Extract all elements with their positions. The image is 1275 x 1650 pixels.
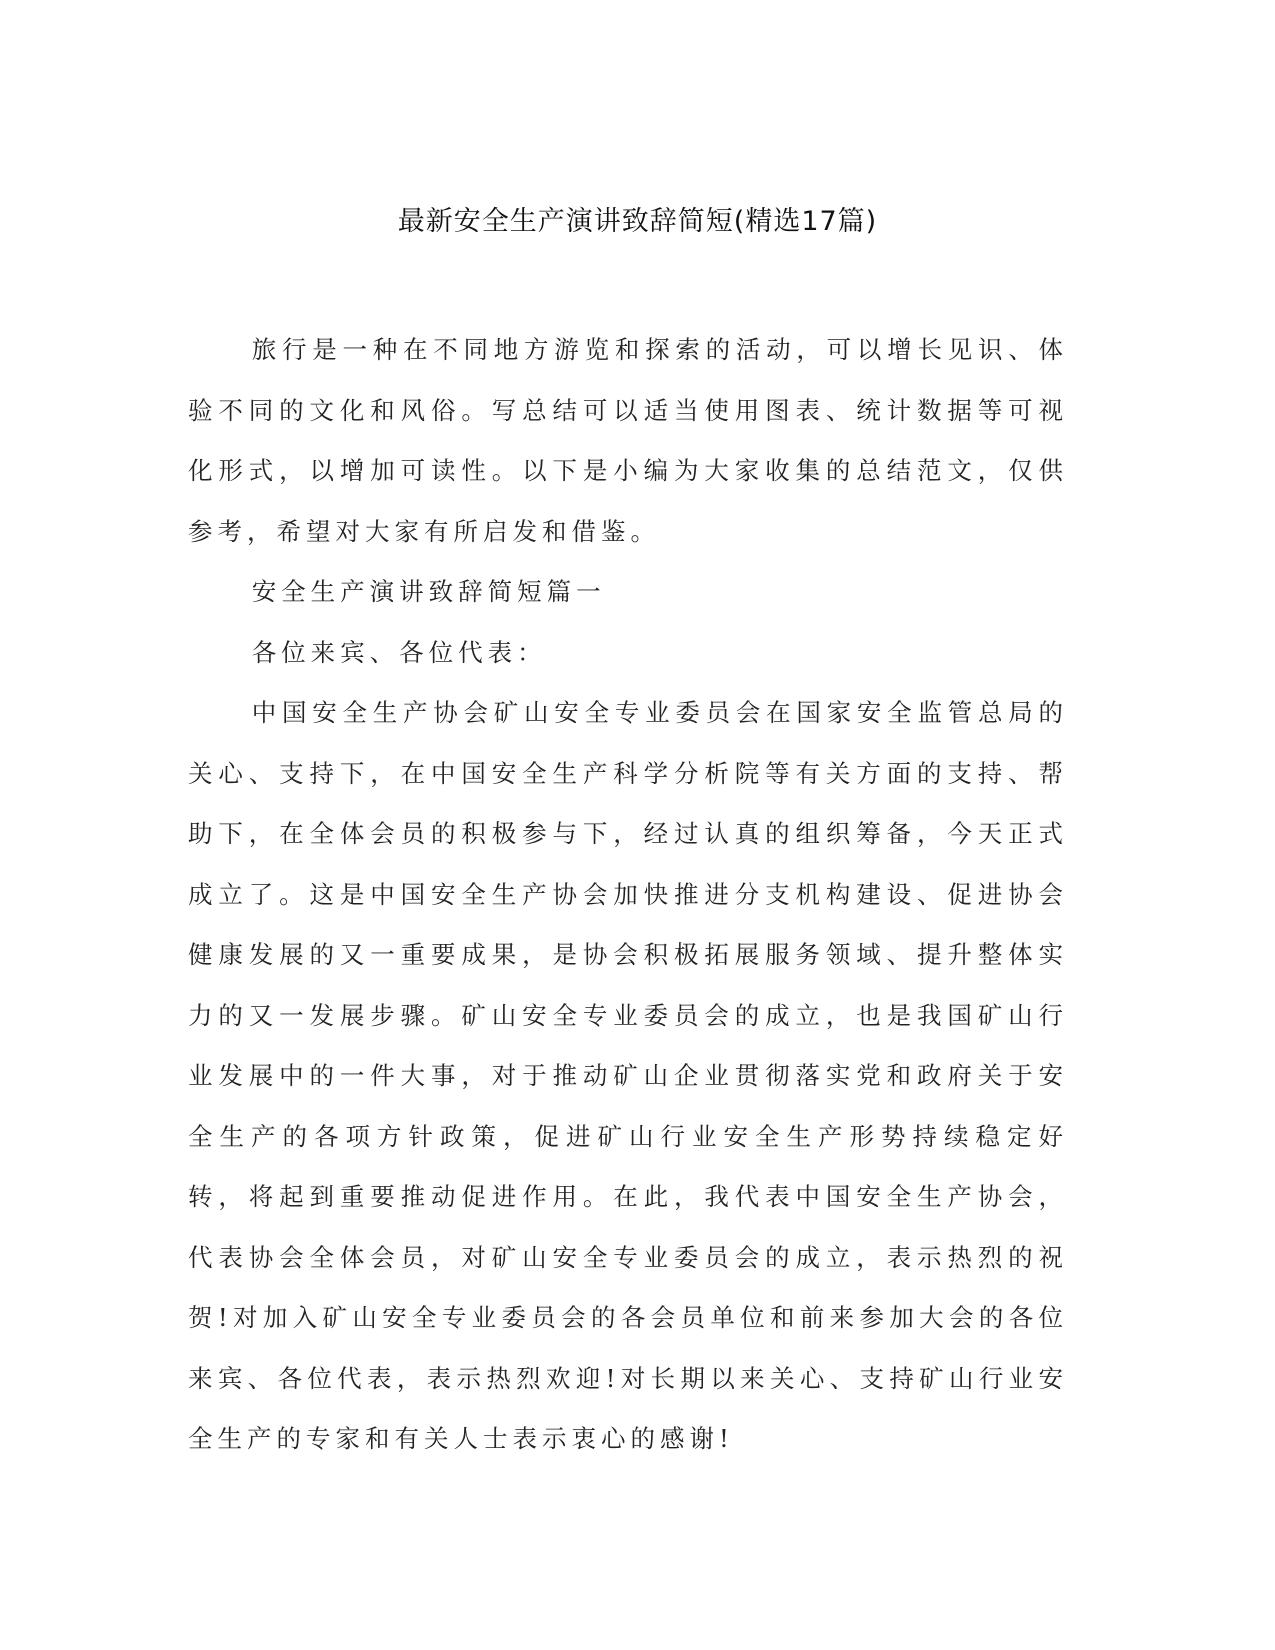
section-heading: 安全生产演讲致辞简短篇一 <box>251 577 606 606</box>
speech-paragraph: 中国安全生产协会矿山安全专业委员会在国家安全监管总局的关心、支持下，在中国安全生产科学分析院等有关方面的支持、帮助下，在全体会员的积极参与下，经过认真的组织筹备，今天正式成立了。这是中国安全生产协会加快推进分支机构建设、促进协会健康发展的又一重要成果，是协会积极拓展服务领域、提升整体实力的又一发展步骤。矿山安全专业委员会的成立，也是我国矿山行业发展中的一件大事，对于推动矿山企业贯彻落实党和政府关于安全生产的各项方针政策，促进矿山行业安全生产形势持续稳定好转，将起到重要推动促进作用。在此，我代表中国安全生产协会，代表协会全体会员，对矿山安全专业委员会的成立，表示热烈的祝贺!对加入矿山安全专业委员会的各会员单位和前来参加大会的各位来宾、各位代表，表示热烈欢迎!对长期以来关心、支持矿山行业安全生产的专家和有关人士表示衷心的感谢! <box>188 698 1068 1453</box>
intro-paragraph: 旅行是一种在不同地方游览和探索的活动，可以增长见识、体验不同的文化和风俗。写总结可以适当使用图表、统计数据等可视化形式，以增加可读性。以下是小编为大家收集的总结范文，仅供参考，希望对大家有所启发和借鉴。 <box>188 335 1068 546</box>
document-body <box>188 320 1068 1470</box>
salutation: 各位来宾、各位代表： <box>251 637 547 667</box>
document-title: 最新安全生产演讲致辞简短(精选17篇) <box>397 206 878 237</box>
